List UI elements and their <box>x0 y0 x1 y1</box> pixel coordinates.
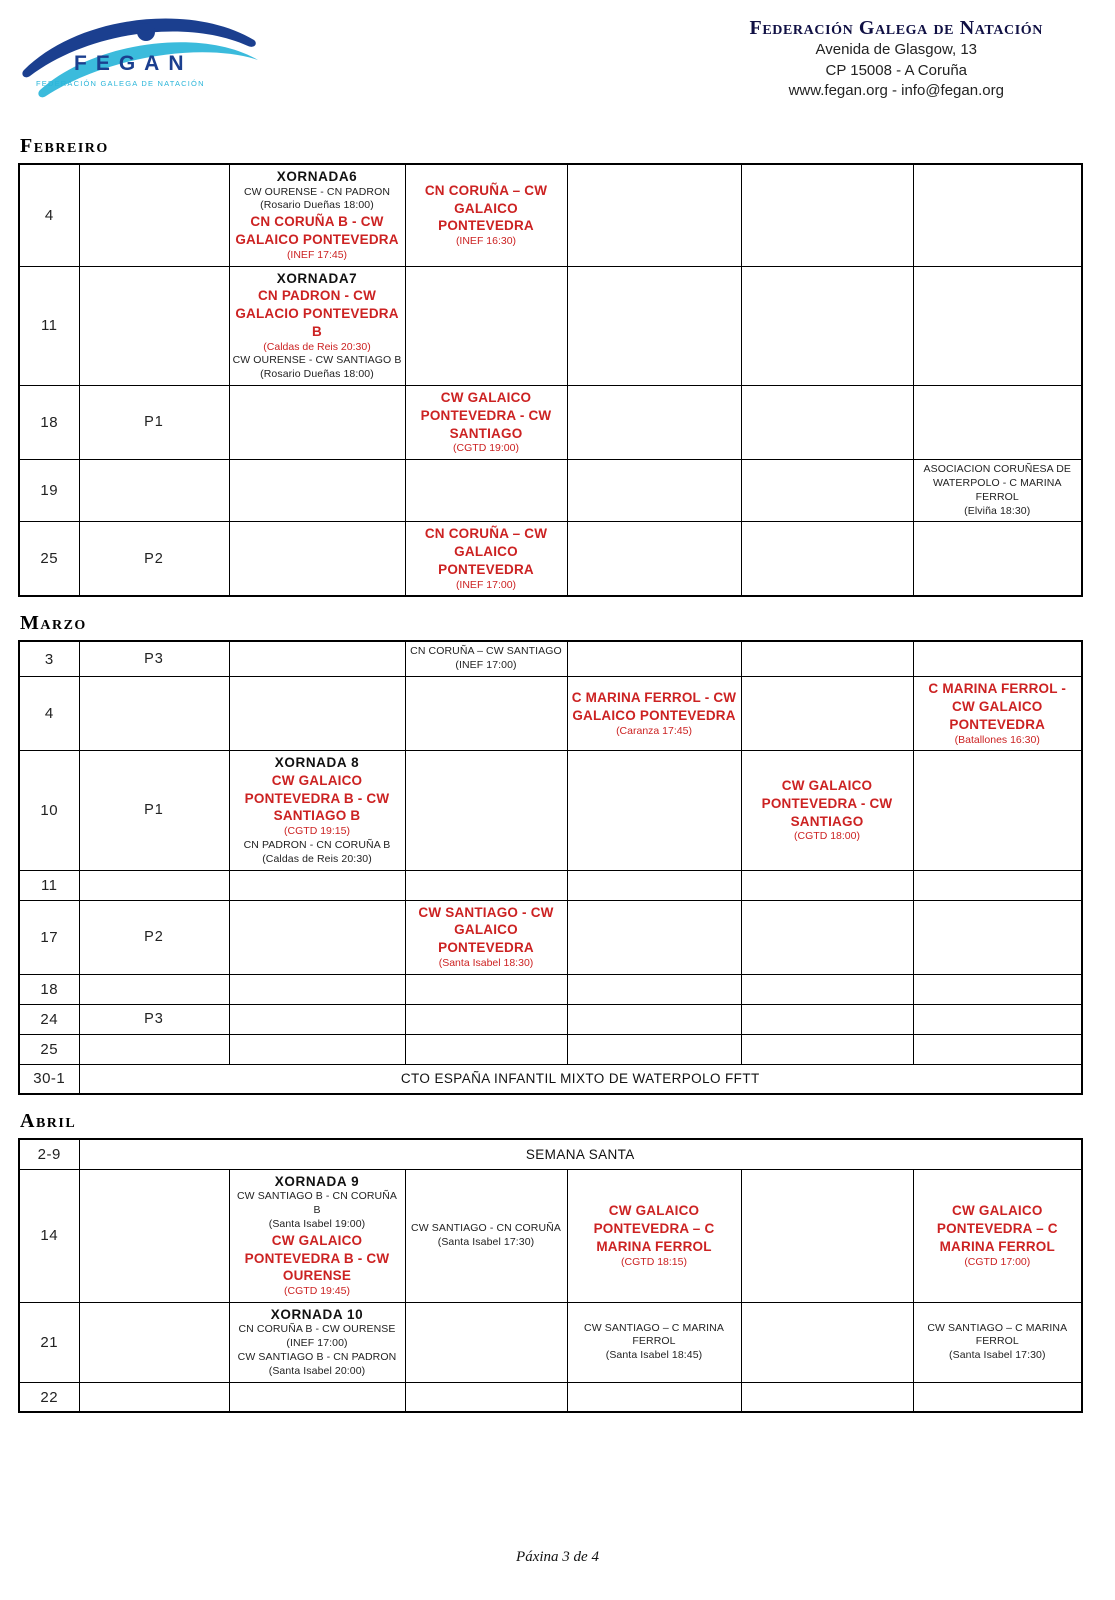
match-line: (Caranza 17:45) <box>616 724 692 737</box>
match-cell <box>405 751 567 870</box>
match-line: XORNADA 9 <box>274 1173 360 1189</box>
match-line: (Rosario Dueñas 18:00) <box>260 199 374 212</box>
match-line: (CGTD 18:15) <box>621 1255 687 1268</box>
match-line: CN PADRON - CW GALACIO PONTEVEDRA B <box>235 288 399 339</box>
match-line: CW SANTIAGO B - CN CORUÑA B <box>236 1190 397 1217</box>
match-cell <box>567 1034 741 1064</box>
schedule-row <box>19 459 1082 521</box>
schedule-row <box>19 522 1082 597</box>
schedule-table <box>18 640 1083 1095</box>
match-line: (CGTD 19:00) <box>453 442 519 455</box>
match-line: CTO ESPAÑA INFANTIL MIXTO DE WATERPOLO FFTT <box>400 1071 760 1087</box>
swimmer-head-icon <box>137 23 155 41</box>
match-cell <box>913 522 1082 597</box>
date-cell: 25 <box>19 522 79 597</box>
match-line: XORNADA6 <box>276 169 358 184</box>
match-cell <box>913 1004 1082 1034</box>
match-line: (Santa Isabel 17:30) <box>949 1349 1046 1362</box>
span-cell <box>79 1139 1082 1169</box>
match-cell <box>229 385 405 459</box>
date-cell: 4 <box>19 164 79 266</box>
match-line: CN CORUÑA – CW GALAICO PONTEVEDRA <box>424 182 548 234</box>
match-cell <box>229 522 405 597</box>
match-cell <box>913 974 1082 1004</box>
match-cell <box>741 1382 913 1412</box>
org-address-city: CP 15008 - A Coruña <box>825 61 968 79</box>
match-line: CW GALAICO PONTEVEDRA – C MARINA FERROL <box>593 1203 715 1254</box>
match-cell <box>913 459 1082 521</box>
schedule-row <box>19 751 1082 870</box>
schedule-row <box>19 266 1082 385</box>
span-cell <box>79 1064 1082 1094</box>
match-line: (INEF 17:00) <box>455 578 517 591</box>
fegan-logo <box>18 6 268 112</box>
phase-cell <box>79 164 229 266</box>
date-cell: 2-9 <box>19 1139 79 1169</box>
match-line: (INEF 17:00) <box>455 659 517 672</box>
schedule-row <box>19 641 1082 676</box>
match-cell <box>741 459 913 521</box>
match-cell <box>229 677 405 751</box>
match-cell <box>913 164 1082 266</box>
months-container <box>18 135 1081 1413</box>
schedule-row <box>19 1034 1082 1064</box>
match-line: CW GALAICO PONTEVEDRA - CW SANTIAGO <box>761 777 893 829</box>
date-cell: 10 <box>19 751 79 870</box>
match-cell <box>913 751 1082 870</box>
date-cell: 3 <box>19 641 79 676</box>
match-line: CN PADRON - CN CORUÑA B <box>243 838 391 851</box>
match-line: CW SANTIAGO – C MARINA FERROL <box>927 1321 1068 1348</box>
match-cell <box>913 1169 1082 1302</box>
match-cell <box>913 266 1082 385</box>
match-line: CN CORUÑA B - CW OURENSE <box>238 1323 396 1336</box>
match-cell <box>741 522 913 597</box>
match-cell <box>913 641 1082 676</box>
match-line: CW SANTIAGO - CN CORUÑA <box>411 1221 561 1234</box>
org-block <box>750 16 1043 102</box>
match-cell <box>567 1302 741 1382</box>
phase-cell <box>79 974 229 1004</box>
phase-cell <box>79 1302 229 1382</box>
date-cell: 18 <box>19 974 79 1004</box>
match-line: XORNADA 10 <box>270 1306 364 1322</box>
match-line: SEMANA SANTA <box>525 1146 635 1162</box>
match-cell <box>567 751 741 870</box>
date-cell: 24 <box>19 1004 79 1034</box>
schedule-row <box>19 1064 1082 1094</box>
match-line: CW SANTIAGO - CW GALAICO PONTEVEDRA <box>418 904 554 956</box>
match-cell <box>405 385 567 459</box>
match-line: CN CORUÑA B - CW GALAICO PONTEVEDRA <box>235 214 399 248</box>
match-line: (Batallones 16:30) <box>954 733 1040 746</box>
schedule-table <box>18 1138 1083 1413</box>
match-cell <box>229 266 405 385</box>
match-cell <box>913 1034 1082 1064</box>
match-cell <box>913 900 1082 974</box>
date-cell: 4 <box>19 677 79 751</box>
match-cell <box>229 1004 405 1034</box>
match-line: XORNADA7 <box>276 270 358 286</box>
match-cell <box>229 1169 405 1302</box>
match-cell <box>567 266 741 385</box>
match-line: (Santa Isabel 20:00) <box>268 1365 366 1378</box>
schedule-row <box>19 974 1082 1004</box>
match-line: (Rosario Dueñas 18:00) <box>260 368 374 381</box>
date-cell: 21 <box>19 1302 79 1382</box>
match-line: C MARINA FERROL - CW GALAICO PONTEVEDRA <box>571 690 737 723</box>
phase-cell: P3 <box>79 641 229 676</box>
match-line: CW SANTIAGO – C MARINA FERROL <box>584 1321 724 1348</box>
schedule-row <box>19 870 1082 900</box>
match-cell <box>741 974 913 1004</box>
match-cell <box>567 164 741 266</box>
fegan-logo-graphic <box>18 6 268 112</box>
page-footer <box>0 1549 1115 1566</box>
phase-cell <box>79 1034 229 1064</box>
phase-cell: P1 <box>79 751 229 870</box>
month-section <box>18 612 1081 1095</box>
match-line: (INEF 16:30) <box>455 235 517 248</box>
match-cell <box>567 641 741 676</box>
match-cell <box>741 1302 913 1382</box>
match-line: (Santa Isabel 19:00) <box>268 1217 366 1230</box>
match-line: CW GALAICO PONTEVEDRA B - CW OURENSE <box>244 1232 390 1284</box>
match-cell <box>913 385 1082 459</box>
match-cell <box>913 870 1082 900</box>
month-title: Marzo <box>20 612 87 635</box>
header <box>18 6 1081 120</box>
logo-subtitle: FEDERACIÓN GALEGA DE NATACIÓN <box>36 79 205 88</box>
match-line: (Santa Isabel 18:45) <box>605 1349 703 1362</box>
match-cell <box>567 385 741 459</box>
schedule-row <box>19 385 1082 459</box>
schedule-row <box>19 1004 1082 1034</box>
date-cell: 17 <box>19 900 79 974</box>
match-line: (CGTD 19:45) <box>284 1285 350 1298</box>
match-line: (Caldas de Reis 20:30) <box>262 852 372 865</box>
match-line: C MARINA FERROL - CW GALAICO PONTEVEDRA <box>928 681 1067 732</box>
match-line: ASOCIACION CORUÑESA DE WATERPOLO - C MARINA FERROL <box>923 462 1071 503</box>
match-cell <box>741 900 913 974</box>
match-cell <box>229 1034 405 1064</box>
match-cell <box>405 459 567 521</box>
match-cell <box>741 385 913 459</box>
match-line: CW OURENSE - CW SANTIAGO B <box>232 354 402 367</box>
match-line: (Santa Isabel 18:30) <box>438 957 534 970</box>
logo-acronym: FEGAN <box>74 52 193 75</box>
match-cell <box>405 1004 567 1034</box>
match-cell <box>405 164 567 266</box>
match-cell <box>567 1004 741 1034</box>
match-cell <box>741 1034 913 1064</box>
match-cell <box>405 870 567 900</box>
schedule-row <box>19 1382 1082 1412</box>
date-cell: 11 <box>19 266 79 385</box>
match-cell <box>567 974 741 1004</box>
match-line: CW GALAICO PONTEVEDRA – C MARINA FERROL <box>936 1203 1058 1254</box>
phase-cell <box>79 266 229 385</box>
schedule-row <box>19 1169 1082 1302</box>
match-line: (CGTD 19:15) <box>284 825 350 838</box>
phase-cell: P3 <box>79 1004 229 1034</box>
phase-cell: P1 <box>79 385 229 459</box>
phase-cell <box>79 870 229 900</box>
month-title: Abril <box>20 1110 77 1133</box>
match-cell <box>229 751 405 870</box>
match-cell <box>229 974 405 1004</box>
match-line: CW SANTIAGO B - CN PADRON <box>237 1351 397 1364</box>
match-cell <box>229 1382 405 1412</box>
match-cell <box>913 677 1082 751</box>
match-cell <box>913 1302 1082 1382</box>
schedule-row <box>19 164 1082 266</box>
match-cell <box>229 1302 405 1382</box>
match-line: (Caldas de Reis 20:30) <box>263 340 371 353</box>
date-cell: 22 <box>19 1382 79 1412</box>
match-cell <box>405 900 567 974</box>
schedule-table <box>18 163 1083 597</box>
match-cell <box>405 1169 567 1302</box>
match-cell <box>405 522 567 597</box>
match-cell <box>229 459 405 521</box>
org-website-email: www.fegan.org - info@fegan.org <box>788 82 1004 100</box>
match-line: (INEF 17:45) <box>286 248 348 261</box>
phase-cell: P2 <box>79 900 229 974</box>
match-line: CW GALAICO PONTEVEDRA B - CW SANTIAGO B <box>244 772 390 824</box>
phase-cell: P2 <box>79 522 229 597</box>
page-number: Páxina 3 de 4 <box>516 1549 599 1565</box>
match-cell <box>741 1169 913 1302</box>
match-line: CW GALAICO PONTEVEDRA - CW SANTIAGO <box>420 389 552 441</box>
match-line: CW OURENSE - CN PADRON <box>243 185 391 198</box>
org-name: Federación Galega de Natación <box>749 17 1043 39</box>
match-cell <box>567 522 741 597</box>
date-cell: 19 <box>19 459 79 521</box>
match-cell <box>913 1382 1082 1412</box>
match-cell <box>405 677 567 751</box>
match-cell <box>741 870 913 900</box>
phase-cell <box>79 1382 229 1412</box>
match-line: (CGTD 18:00) <box>794 830 860 843</box>
month-section <box>18 1110 1081 1413</box>
match-cell <box>405 1382 567 1412</box>
match-line: (Santa Isabel 17:30) <box>437 1235 535 1248</box>
match-line: (Elviña 18:30) <box>964 504 1031 517</box>
match-cell <box>741 751 913 870</box>
match-cell <box>567 677 741 751</box>
match-cell <box>229 164 405 266</box>
org-address-street: Avenida de Glasgow, 13 <box>815 41 978 58</box>
month-title: Febreiro <box>20 135 109 157</box>
match-cell <box>405 1034 567 1064</box>
match-line: CN CORUÑA – CW GALAICO PONTEVEDRA <box>424 526 548 578</box>
match-cell <box>741 641 913 676</box>
schedule-row <box>19 1302 1082 1382</box>
schedule-row <box>19 1139 1082 1169</box>
date-cell: 18 <box>19 385 79 459</box>
match-cell <box>741 1004 913 1034</box>
match-cell <box>229 870 405 900</box>
date-cell: 30-1 <box>19 1064 79 1094</box>
match-cell <box>405 974 567 1004</box>
match-line: (INEF 17:00) <box>286 1337 348 1350</box>
schedule-row <box>19 900 1082 974</box>
schedule-row <box>19 677 1082 751</box>
match-cell <box>567 459 741 521</box>
match-cell <box>405 266 567 385</box>
date-cell: 11 <box>19 870 79 900</box>
match-cell <box>405 641 567 676</box>
match-cell <box>567 1169 741 1302</box>
match-cell <box>405 1302 567 1382</box>
phase-cell <box>79 459 229 521</box>
match-cell <box>567 900 741 974</box>
match-cell <box>229 641 405 676</box>
phase-cell <box>79 677 229 751</box>
date-cell: 14 <box>19 1169 79 1302</box>
match-line: CN CORUÑA – CW SANTIAGO <box>410 645 562 658</box>
match-cell <box>741 266 913 385</box>
match-cell <box>741 677 913 751</box>
date-cell: 25 <box>19 1034 79 1064</box>
phase-cell <box>79 1169 229 1302</box>
match-cell <box>567 870 741 900</box>
month-section <box>18 135 1081 597</box>
match-line: XORNADA 8 <box>274 755 360 771</box>
match-cell <box>741 164 913 266</box>
match-cell <box>567 1382 741 1412</box>
match-line: (CGTD 17:00) <box>964 1255 1031 1268</box>
match-cell <box>229 900 405 974</box>
